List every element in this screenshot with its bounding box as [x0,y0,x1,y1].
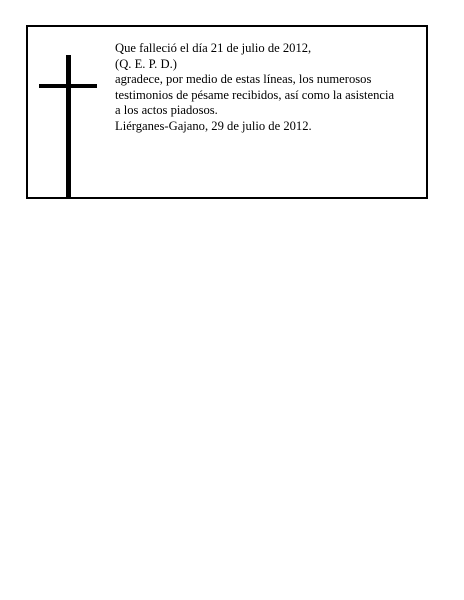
latin-cross-icon [39,55,99,199]
obituary-notice-box [26,25,428,199]
obituary-notice-text [115,41,421,135]
notice-line-qepd: (Q. E. P. D.) [115,56,177,71]
notice-line-death-date: Que falleció el día 21 de julio de 2012, [115,41,312,55]
notice-line-place-date: Liérganes-Gajano, 29 de julio de 2012. [115,118,312,133]
notice-line-thanks: agradece, por medio de estas líneas, los numerosos [115,72,372,87]
notice-line-condolences: testimonios de pésame recibidos, así como la asistencia [115,87,395,102]
notice-line-services: a los actos piadosos. [115,103,218,118]
